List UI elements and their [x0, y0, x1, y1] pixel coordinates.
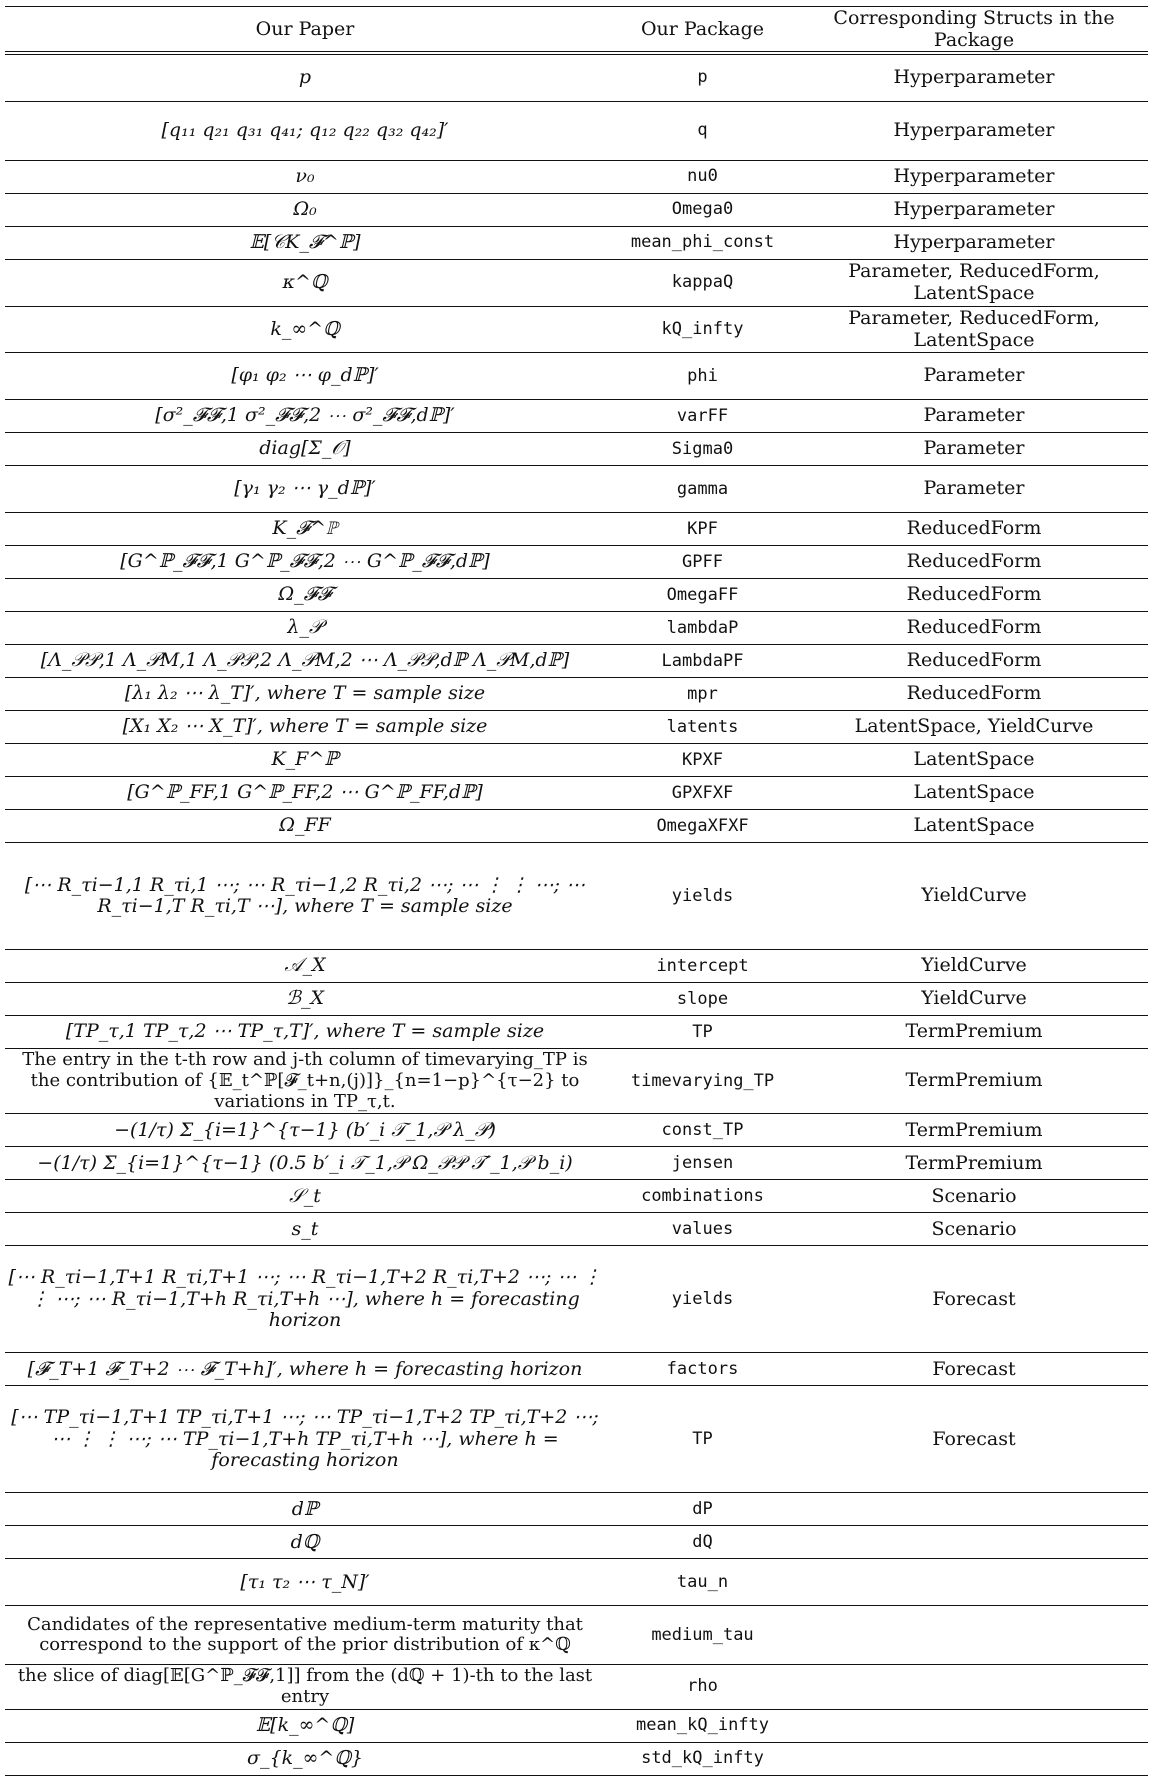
cell-paper-notation: The entry in the t-th row and j-th column of timevarying_TP is the contribution of {𝔼_t^ℙ[𝓕_t+n,(j)]}_{n=1−p}^{τ−2} to variations in TP_τ,t. — [5, 1049, 605, 1114]
cell-structs: Hyperparameter — [800, 53, 1148, 102]
cell-structs: Parameter — [800, 433, 1148, 466]
cell-structs: Forecast — [800, 1353, 1148, 1386]
cell-structs: Hyperparameter — [800, 227, 1148, 260]
cell-paper-notation: dℚ — [5, 1526, 605, 1559]
cell-package-name: mpr — [605, 678, 800, 711]
table-row — [5, 1526, 1148, 1559]
cell-paper-notation: λ_𝒫 — [5, 612, 605, 645]
table-row — [5, 843, 1148, 950]
table-row — [5, 678, 1148, 711]
cell-package-name: yields — [605, 843, 800, 950]
cell-package-name: kQ_infty — [605, 306, 800, 353]
table-row — [5, 194, 1148, 227]
table-row — [5, 546, 1148, 579]
cell-paper-notation: [⋯ TP_τi−1,T+1 TP_τi,T+1 ⋯; ⋯ TP_τi−1,T+2 TP_τi,T+2 ⋯; ⋯ ⋮ ⋮ ⋯; ⋯ TP_τi−1,T+h TP_τi,T+h ⋯], where h = forecasting horizon — [5, 1386, 605, 1493]
cell-paper-notation: Ω₀ — [5, 194, 605, 227]
cell-paper-notation: Ω_𝓕𝓕 — [5, 579, 605, 612]
table-row — [5, 1016, 1148, 1049]
cell-structs: TermPremium — [800, 1049, 1148, 1114]
cell-paper-notation: s_t — [5, 1213, 605, 1246]
cell-structs: YieldCurve — [800, 950, 1148, 983]
cell-structs: TermPremium — [800, 1147, 1148, 1180]
table-row — [5, 400, 1148, 433]
table-body — [5, 53, 1148, 1775]
cell-structs: LatentSpace — [800, 777, 1148, 810]
cell-paper-notation: Ω_FF — [5, 810, 605, 843]
cell-structs: YieldCurve — [800, 983, 1148, 1016]
table-row — [5, 466, 1148, 513]
cell-paper-notation: [q₁₁ q₂₁ q₃₁ q₄₁; q₁₂ q₂₂ q₃₂ q₄₂]′ — [5, 102, 605, 161]
cell-package-name: lambdaP — [605, 612, 800, 645]
cell-structs: TermPremium — [800, 1114, 1148, 1147]
table-row — [5, 1606, 1148, 1665]
cell-structs: LatentSpace — [800, 810, 1148, 843]
cell-paper-notation: [σ²_𝓕𝓕,1 σ²_𝓕𝓕,2 ⋯ σ²_𝓕𝓕,dℙ]′ — [5, 400, 605, 433]
cell-package-name: GPFF — [605, 546, 800, 579]
cell-paper-notation: ℬ_X — [5, 983, 605, 1016]
cell-paper-notation: p — [5, 53, 605, 102]
cell-paper-notation: k_∞^ℚ — [5, 306, 605, 353]
cell-package-name: nu0 — [605, 161, 800, 194]
cell-package-name: tau_n — [605, 1559, 800, 1606]
cell-structs: ReducedForm — [800, 645, 1148, 678]
cell-paper-notation: 𝔼[𝒞K_𝓕^ℙ] — [5, 227, 605, 260]
table-row — [5, 433, 1148, 466]
cell-paper-notation: [φ₁ φ₂ ⋯ φ_dℙ]′ — [5, 353, 605, 400]
cell-paper-notation: −(1/τ) Σ_{i=1}^{τ−1} (b′_i 𝒯_1,𝒫 λ_𝒫) — [5, 1114, 605, 1147]
cell-paper-notation: [X₁ X₂ ⋯ X_T]′, where T = sample size — [5, 711, 605, 744]
cell-paper-notation: [⋯ R_τi−1,T+1 R_τi,T+1 ⋯; ⋯ R_τi−1,T+2 R_τi,T+2 ⋯; ⋯ ⋮ ⋮ ⋯; ⋯ R_τi−1,T+h R_τi,T+h ⋯], where h = forecasting horizon — [5, 1246, 605, 1353]
cell-package-name: LambdaPF — [605, 645, 800, 678]
table-row — [5, 1147, 1148, 1180]
cell-paper-notation: [TP_τ,1 TP_τ,2 ⋯ TP_τ,T]′, where T = sample size — [5, 1016, 605, 1049]
cell-paper-notation: the slice of diag[𝔼[G^ℙ_𝓕𝓕,1]] from the (dℚ + 1)-th to the last entry — [5, 1665, 605, 1709]
cell-package-name: q — [605, 102, 800, 161]
cell-structs: Scenario — [800, 1213, 1148, 1246]
table-row — [5, 1386, 1148, 1493]
cell-package-name: values — [605, 1213, 800, 1246]
cell-paper-notation: [Λ_𝒫𝒫,1 Λ_𝒫M,1 Λ_𝒫𝒫,2 Λ_𝒫M,2 ⋯ Λ_𝒫𝒫,dℙ Λ_𝒫M,dℙ] — [5, 645, 605, 678]
cell-package-name: dQ — [605, 1526, 800, 1559]
cell-structs: YieldCurve — [800, 843, 1148, 950]
cell-package-name: std_kQ_infty — [605, 1742, 800, 1775]
cell-paper-notation: σ_{k_∞^ℚ} — [5, 1742, 605, 1775]
cell-package-name: combinations — [605, 1180, 800, 1213]
cell-paper-notation: [γ₁ γ₂ ⋯ γ_dℙ]′ — [5, 466, 605, 513]
cell-structs: LatentSpace — [800, 744, 1148, 777]
table-row — [5, 1180, 1148, 1213]
cell-package-name: varFF — [605, 400, 800, 433]
table-row — [5, 227, 1148, 260]
cell-structs: Parameter, ReducedForm, LatentSpace — [800, 306, 1148, 353]
cell-structs — [800, 1559, 1148, 1606]
table-row — [5, 1114, 1148, 1147]
cell-structs: Parameter — [800, 353, 1148, 400]
table-row — [5, 53, 1148, 102]
cell-structs: Hyperparameter — [800, 102, 1148, 161]
table-row — [5, 102, 1148, 161]
cell-paper-notation: [⋯ R_τi−1,1 R_τi,1 ⋯; ⋯ R_τi−1,2 R_τi,2 ⋯; ⋯ ⋮ ⋮ ⋯; ⋯ R_τi−1,T R_τi,T ⋯], where T = sample size — [5, 843, 605, 950]
cell-package-name: medium_tau — [605, 1606, 800, 1665]
header-our-paper: Our Paper — [5, 7, 605, 54]
table-row — [5, 513, 1148, 546]
cell-package-name: gamma — [605, 466, 800, 513]
cell-paper-notation: 𝔼[k_∞^ℚ] — [5, 1709, 605, 1742]
table-row — [5, 744, 1148, 777]
cell-paper-notation: [τ₁ τ₂ ⋯ τ_N]′ — [5, 1559, 605, 1606]
cell-package-name: KPF — [605, 513, 800, 546]
cell-paper-notation: [G^ℙ_𝓕𝓕,1 G^ℙ_𝓕𝓕,2 ⋯ G^ℙ_𝓕𝓕,dℙ] — [5, 546, 605, 579]
table-row — [5, 1665, 1148, 1709]
cell-paper-notation: [λ₁ λ₂ ⋯ λ_T]′, where T = sample size — [5, 678, 605, 711]
table-row — [5, 777, 1148, 810]
table-row — [5, 353, 1148, 400]
cell-package-name: latents — [605, 711, 800, 744]
cell-structs — [800, 1606, 1148, 1665]
cell-paper-notation: K_𝓕^ℙ — [5, 513, 605, 546]
cell-structs: Forecast — [800, 1386, 1148, 1493]
table-row — [5, 1246, 1148, 1353]
cell-structs: ReducedForm — [800, 546, 1148, 579]
table-row — [5, 1353, 1148, 1386]
cell-paper-notation: −(1/τ) Σ_{i=1}^{τ−1} (0.5 b′_i 𝒯_1,𝒫 Ω_𝒫𝒫 𝒯′_1,𝒫 b_i) — [5, 1147, 605, 1180]
table-row — [5, 1742, 1148, 1775]
cell-package-name: p — [605, 53, 800, 102]
table-row — [5, 306, 1148, 353]
cell-paper-notation: diag[Σ_𝒪] — [5, 433, 605, 466]
table-row — [5, 711, 1148, 744]
cell-package-name: jensen — [605, 1147, 800, 1180]
cell-package-name: Sigma0 — [605, 433, 800, 466]
table-row — [5, 1709, 1148, 1742]
cell-paper-notation: Candidates of the representative medium-term maturity that correspond to the support of the prior distribution of κ^ℚ — [5, 1606, 605, 1665]
cell-structs: ReducedForm — [800, 513, 1148, 546]
cell-package-name: factors — [605, 1353, 800, 1386]
cell-package-name: yields — [605, 1246, 800, 1353]
cell-paper-notation: [G^ℙ_FF,1 G^ℙ_FF,2 ⋯ G^ℙ_FF,dℙ] — [5, 777, 605, 810]
cell-package-name: KPXF — [605, 744, 800, 777]
cell-package-name: mean_kQ_infty — [605, 1709, 800, 1742]
table-row — [5, 1559, 1148, 1606]
cell-paper-notation: κ^ℚ — [5, 260, 605, 307]
table-row — [5, 612, 1148, 645]
cell-structs: Hyperparameter — [800, 194, 1148, 227]
cell-package-name: const_TP — [605, 1114, 800, 1147]
cell-package-name: kappaQ — [605, 260, 800, 307]
table-row — [5, 1213, 1148, 1246]
header-row — [5, 7, 1148, 54]
cell-structs: Parameter — [800, 466, 1148, 513]
table-row — [5, 1049, 1148, 1114]
cell-paper-notation: ν₀ — [5, 161, 605, 194]
cell-structs — [800, 1709, 1148, 1742]
cell-structs: TermPremium — [800, 1016, 1148, 1049]
table-row — [5, 645, 1148, 678]
cell-package-name: timevarying_TP — [605, 1049, 800, 1114]
cell-package-name: Omega0 — [605, 194, 800, 227]
cell-structs — [800, 1526, 1148, 1559]
table-row — [5, 950, 1148, 983]
cell-structs: LatentSpace, YieldCurve — [800, 711, 1148, 744]
table-row — [5, 260, 1148, 307]
cell-structs — [800, 1742, 1148, 1775]
cell-package-name: TP — [605, 1016, 800, 1049]
cell-package-name: phi — [605, 353, 800, 400]
cell-package-name: mean_phi_const — [605, 227, 800, 260]
cell-package-name: rho — [605, 1665, 800, 1709]
cell-structs: ReducedForm — [800, 678, 1148, 711]
cell-paper-notation: 𝒜_X — [5, 950, 605, 983]
cell-package-name: GPXFXF — [605, 777, 800, 810]
cell-structs: Parameter — [800, 400, 1148, 433]
cell-structs: Hyperparameter — [800, 161, 1148, 194]
cell-package-name: intercept — [605, 950, 800, 983]
symbol-mapping-table — [5, 6, 1148, 1776]
cell-paper-notation: [𝓕_T+1 𝓕_T+2 ⋯ 𝓕_T+h]′, where h = forecasting horizon — [5, 1353, 605, 1386]
header-structs: Corresponding Structs in the Package — [800, 7, 1148, 54]
cell-structs: ReducedForm — [800, 612, 1148, 645]
cell-structs: Parameter, ReducedForm, LatentSpace — [800, 260, 1148, 307]
cell-structs: Forecast — [800, 1246, 1148, 1353]
header-our-package: Our Package — [605, 7, 800, 54]
cell-paper-notation: dℙ — [5, 1493, 605, 1526]
cell-structs: Scenario — [800, 1180, 1148, 1213]
table-row — [5, 161, 1148, 194]
cell-paper-notation: K_F^ℙ — [5, 744, 605, 777]
cell-package-name: OmegaXFXF — [605, 810, 800, 843]
cell-package-name: OmegaFF — [605, 579, 800, 612]
cell-structs — [800, 1665, 1148, 1709]
table-row — [5, 983, 1148, 1016]
cell-package-name: slope — [605, 983, 800, 1016]
cell-structs — [800, 1493, 1148, 1526]
cell-paper-notation: 𝒮_t — [5, 1180, 605, 1213]
table-row — [5, 1493, 1148, 1526]
cell-structs: ReducedForm — [800, 579, 1148, 612]
cell-package-name: dP — [605, 1493, 800, 1526]
cell-package-name: TP — [605, 1386, 800, 1493]
table-row — [5, 579, 1148, 612]
table-row — [5, 810, 1148, 843]
